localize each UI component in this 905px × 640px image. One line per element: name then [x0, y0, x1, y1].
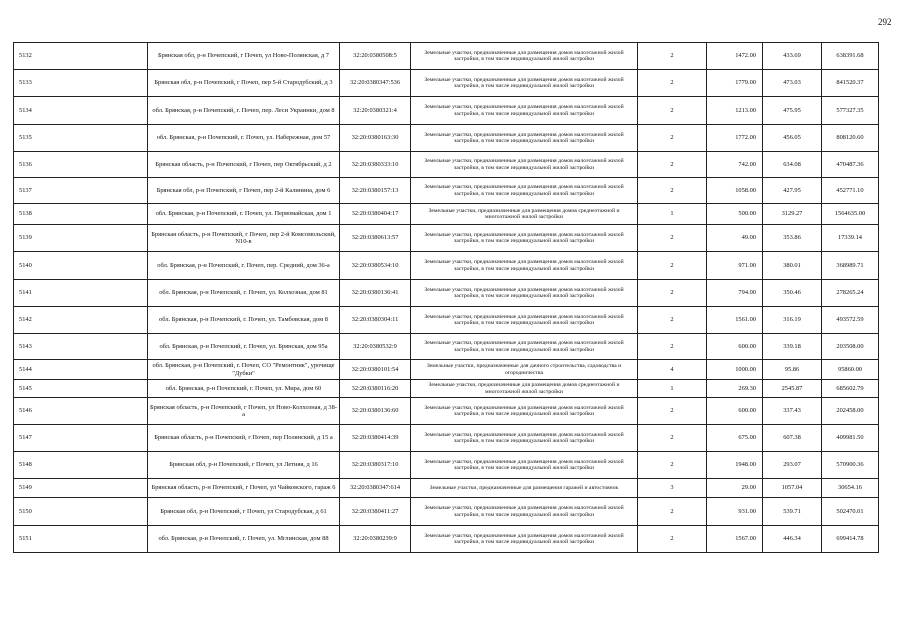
address-cell: Брянская область, р-н Почепский, г Почеп, пер 2-й Комсомольский, N10-в	[148, 225, 340, 252]
cadastral-value-cell: 203508.00	[822, 334, 879, 360]
address-cell: обл. Брянская, р-н Почепский, г. Почеп, ул. Мира, дом 60	[148, 380, 340, 398]
area-cell: 794.00	[707, 280, 763, 307]
area-cell: 600.00	[707, 334, 763, 360]
area-cell: 1567.00	[707, 526, 763, 553]
specific-value-cell: 95.86	[763, 360, 822, 380]
group-code-cell: 2	[638, 452, 707, 479]
cadastral-number-cell: 32:20:0380411:27	[340, 498, 411, 526]
group-code-cell: 2	[638, 280, 707, 307]
area-cell: 1213.00	[707, 97, 763, 125]
row-id-cell: 5142	[14, 307, 148, 334]
specific-value-cell: 293.07	[763, 452, 822, 479]
cadastral-number-cell: 32:20:0380136:60	[340, 398, 411, 425]
cadastral-value-cell: 95860.00	[822, 360, 879, 380]
specific-value-cell: 339.18	[763, 334, 822, 360]
cadastral-value-cell: 452771.10	[822, 178, 879, 204]
cadastral-value-cell: 493572.59	[822, 307, 879, 334]
row-id-cell: 5136	[14, 152, 148, 178]
address-cell: обл. Брянская, р-н Почепский, г. Почеп, ул. Набережная, дом 57	[148, 125, 340, 152]
cadastral-number-cell: 32:20:0380304:11	[340, 307, 411, 334]
group-code-cell: 3	[638, 479, 707, 498]
address-cell: обл. Брянская, р-н Почепский, г. Почеп, ул. Колхозная, дом 81	[148, 280, 340, 307]
row-id-cell: 5150	[14, 498, 148, 526]
cadastral-number-cell: 32:20:0380116:20	[340, 380, 411, 398]
address-cell: обл. Брянская, р-н Почепский, г. Почеп, ул. Первомайская, дом 1	[148, 204, 340, 225]
table-row	[14, 70, 879, 97]
specific-value-cell: 473.03	[763, 70, 822, 97]
table-row	[14, 526, 879, 553]
cadastral-value-cell: 278265.24	[822, 280, 879, 307]
table-row	[14, 225, 879, 252]
row-id-cell: 5138	[14, 204, 148, 225]
row-id-cell: 5146	[14, 398, 148, 425]
row-id-cell: 5133	[14, 70, 148, 97]
area-cell: 1779.00	[707, 70, 763, 97]
group-code-cell: 2	[638, 225, 707, 252]
cadastral-value-cell: 570900.36	[822, 452, 879, 479]
table-row	[14, 178, 879, 204]
group-code-cell: 2	[638, 70, 707, 97]
area-cell: 1000.00	[707, 360, 763, 380]
group-code-cell: 2	[638, 425, 707, 452]
area-cell: 49.00	[707, 225, 763, 252]
cadastral-value-cell: 808120.60	[822, 125, 879, 152]
group-code-cell: 4	[638, 360, 707, 380]
land-use-cell: Земельные участки, предназначенные для размещения домов малоэтажной жилой застройки, в том числе индивидуальной жилой застройки	[411, 252, 638, 280]
table-row	[14, 43, 879, 70]
table-row	[14, 97, 879, 125]
land-use-cell: Земельные участки, предназначенные для размещения домов малоэтажной жилой застройки, в том числе индивидуальной жилой застройки	[411, 526, 638, 553]
cadastral-number-cell: 32:20:0380347:536	[340, 70, 411, 97]
table-row	[14, 152, 879, 178]
table-row	[14, 252, 879, 280]
specific-value-cell: 2545.87	[763, 380, 822, 398]
land-use-cell: Земельные участки, предназначенные для размещения домов малоэтажной жилой застройки, в том числе индивидуальной жилой застройки	[411, 334, 638, 360]
cadastral-number-cell: 32:20:0380333:10	[340, 152, 411, 178]
land-use-cell: Земельные участки, предназначенные для размещения домов среднеэтажной и многоэтажной жилой застройки	[411, 204, 638, 225]
address-cell: Брянская обл, р-н Почепский, г Почеп, ул Стародубская, д 61	[148, 498, 340, 526]
page-number: 292	[878, 17, 892, 27]
row-id-cell: 5137	[14, 178, 148, 204]
group-code-cell: 2	[638, 152, 707, 178]
cadastral-value-cell: 841520.37	[822, 70, 879, 97]
table-row	[14, 425, 879, 452]
table-row	[14, 398, 879, 425]
area-cell: 742.00	[707, 152, 763, 178]
table-row	[14, 125, 879, 152]
row-id-cell: 5141	[14, 280, 148, 307]
specific-value-cell: 353.86	[763, 225, 822, 252]
group-code-cell: 2	[638, 97, 707, 125]
land-use-cell: Земельные участки, предназначенные для размещения гаражей и автостоянок	[411, 479, 638, 498]
land-use-cell: Земельные участки, предназначенные для размещения домов малоэтажной жилой застройки, в том числе индивидуальной жилой застройки	[411, 498, 638, 526]
land-use-cell: Земельные участки, предназначенные для размещения домов малоэтажной жилой застройки, в том числе индивидуальной жилой застройки	[411, 280, 638, 307]
row-id-cell: 5134	[14, 97, 148, 125]
cadastral-value-cell: 638391.68	[822, 43, 879, 70]
specific-value-cell: 607.38	[763, 425, 822, 452]
area-cell: 1058.00	[707, 178, 763, 204]
land-use-cell: Земельные участки, предназначенные для размещения домов малоэтажной жилой застройки, в том числе индивидуальной жилой застройки	[411, 452, 638, 479]
area-cell: 675.00	[707, 425, 763, 452]
specific-value-cell: 427.95	[763, 178, 822, 204]
row-id-cell: 5135	[14, 125, 148, 152]
cadastral-value-cell: 699414.78	[822, 526, 879, 553]
cadastral-number-cell: 32:20:0380317:10	[340, 452, 411, 479]
group-code-cell: 2	[638, 252, 707, 280]
area-cell: 971.00	[707, 252, 763, 280]
group-code-cell: 1	[638, 204, 707, 225]
land-use-cell: Земельные участки, предназначенные для размещения домов малоэтажной жилой застройки, в том числе индивидуальной жилой застройки	[411, 307, 638, 334]
table-row	[14, 334, 879, 360]
address-cell: Брянская обл, р-н Почепский, г Почеп, ул Летняя, д 16	[148, 452, 340, 479]
specific-value-cell: 456.05	[763, 125, 822, 152]
land-use-cell: Земельные участки, предназначенные для размещения домов малоэтажной жилой застройки, в том числе индивидуальной жилой застройки	[411, 225, 638, 252]
area-cell: 500.00	[707, 204, 763, 225]
group-code-cell: 2	[638, 498, 707, 526]
table-row	[14, 380, 879, 398]
address-cell: обл. Брянская, р-н Почепский, г. Почеп, ул. Брянская, дом 95а	[148, 334, 340, 360]
area-cell: 1948.00	[707, 452, 763, 479]
table-row	[14, 280, 879, 307]
cadastral-value-cell: 202458.00	[822, 398, 879, 425]
table-row	[14, 479, 879, 498]
row-id-cell: 5143	[14, 334, 148, 360]
area-cell: 931.00	[707, 498, 763, 526]
cadastral-value-table	[13, 42, 879, 553]
cadastral-number-cell: 32:20:0380347:614	[340, 479, 411, 498]
group-code-cell: 2	[638, 125, 707, 152]
group-code-cell: 2	[638, 178, 707, 204]
cadastral-value-cell: 17339.14	[822, 225, 879, 252]
address-cell: Брянская обл, р-н Почепский, г Почеп, пер 5-й Стародубский, д 3	[148, 70, 340, 97]
row-id-cell: 5139	[14, 225, 148, 252]
land-use-cell: Земельные участки, предназначенные для размещения домов среднеэтажной и многоэтажной жилой застройки	[411, 380, 638, 398]
row-id-cell: 5140	[14, 252, 148, 280]
area-cell: 269.30	[707, 380, 763, 398]
table-row	[14, 452, 879, 479]
cadastral-number-cell: 32:20:0380613:57	[340, 225, 411, 252]
specific-value-cell: 446.34	[763, 526, 822, 553]
cadastral-value-cell: 502470.01	[822, 498, 879, 526]
row-id-cell: 5145	[14, 380, 148, 398]
row-id-cell: 5151	[14, 526, 148, 553]
address-cell: Брянская область, р-н Почепский, г Почеп, пер Полянский, д 15 а	[148, 425, 340, 452]
address-cell: Брянская область, р-н Почепский, г Почеп, пер Октябрьский, д 2	[148, 152, 340, 178]
group-code-cell: 2	[638, 398, 707, 425]
address-cell: обл. Брянская, р-н Почепский, г. Почеп, пер. Леси Украинки, дом 8	[148, 97, 340, 125]
land-use-cell: Земельные участки, предназначенные для размещения домов малоэтажной жилой застройки, в том числе индивидуальной жилой застройки	[411, 97, 638, 125]
land-use-cell: Земельные участки, предназначенные для размещения домов малоэтажной жилой застройки, в том числе индивидуальной жилой застройки	[411, 178, 638, 204]
cadastral-number-cell: 32:20:0380163:30	[340, 125, 411, 152]
specific-value-cell: 475.95	[763, 97, 822, 125]
address-cell: обл. Брянская, р-н Почепский, г. Почеп, ул. Тамбовская, дом 8	[148, 307, 340, 334]
address-cell: Брянская обл, р-н Почепский, г Почеп, пер 2-й Калинина, дом 6	[148, 178, 340, 204]
specific-value-cell: 1057.04	[763, 479, 822, 498]
cadastral-value-cell: 368989.71	[822, 252, 879, 280]
specific-value-cell: 380.01	[763, 252, 822, 280]
land-use-cell: Земельные участки, предназначенные для размещения домов малоэтажной жилой застройки, в том числе индивидуальной жилой застройки	[411, 43, 638, 70]
specific-value-cell: 539.71	[763, 498, 822, 526]
address-cell: обл. Брянская, р-н Почепский, г. Почеп, пер. Средний, дом 36-а	[148, 252, 340, 280]
cadastral-number-cell: 32:20:0380136:41	[340, 280, 411, 307]
land-use-cell: Земельные участки, предназначенные для дачного строительства, садоводства и огородничества	[411, 360, 638, 380]
cadastral-number-cell: 32:20:0380321:4	[340, 97, 411, 125]
cadastral-value-cell: 30654.16	[822, 479, 879, 498]
cadastral-number-cell: 32:20:0380157:13	[340, 178, 411, 204]
table-row	[14, 498, 879, 526]
group-code-cell: 2	[638, 526, 707, 553]
area-cell: 1561.00	[707, 307, 763, 334]
address-cell: обл. Брянская, р-н Почепский, г. Почеп, СО "Ремонтник", урочище "Дубки"	[148, 360, 340, 380]
cadastral-number-cell: 32:20:0380404:17	[340, 204, 411, 225]
area-cell: 29.00	[707, 479, 763, 498]
specific-value-cell: 350.46	[763, 280, 822, 307]
specific-value-cell: 433.69	[763, 43, 822, 70]
cadastral-number-cell: 32:20:0380532:9	[340, 334, 411, 360]
table-row	[14, 360, 879, 380]
group-code-cell: 2	[638, 307, 707, 334]
area-cell: 1772.00	[707, 125, 763, 152]
specific-value-cell: 337.43	[763, 398, 822, 425]
row-id-cell: 5147	[14, 425, 148, 452]
land-use-cell: Земельные участки, предназначенные для размещения домов малоэтажной жилой застройки, в том числе индивидуальной жилой застройки	[411, 125, 638, 152]
address-cell: Брянская область, р-н Почепский, г Почеп, ул Чайковского, гараж 6	[148, 479, 340, 498]
table-row	[14, 204, 879, 225]
address-cell: обл. Брянская, р-н Почепский, г. Почеп, ул. Мглинская, дом 88	[148, 526, 340, 553]
land-use-cell: Земельные участки, предназначенные для размещения домов малоэтажной жилой застройки, в том числе индивидуальной жилой застройки	[411, 70, 638, 97]
group-code-cell: 1	[638, 380, 707, 398]
cadastral-value-cell: 470487.36	[822, 152, 879, 178]
land-use-cell: Земельные участки, предназначенные для размещения домов малоэтажной жилой застройки, в том числе индивидуальной жилой застройки	[411, 425, 638, 452]
area-cell: 1472.00	[707, 43, 763, 70]
cadastral-value-cell: 577327.35	[822, 97, 879, 125]
cadastral-number-cell: 32:20:0380414:39	[340, 425, 411, 452]
cadastral-value-cell: 1564635.00	[822, 204, 879, 225]
area-cell: 600.00	[707, 398, 763, 425]
group-code-cell: 2	[638, 334, 707, 360]
cadastral-number-cell: 32:20:0380239:9	[340, 526, 411, 553]
land-use-cell: Земельные участки, предназначенные для размещения домов малоэтажной жилой застройки, в том числе индивидуальной жилой застройки	[411, 152, 638, 178]
row-id-cell: 5148	[14, 452, 148, 479]
cadastral-value-cell: 685602.79	[822, 380, 879, 398]
cadastral-number-cell: 32:20:0380508:5	[340, 43, 411, 70]
specific-value-cell: 316.19	[763, 307, 822, 334]
cadastral-number-cell: 32:20:0380101:54	[340, 360, 411, 380]
address-cell: Брянская обл, р-н Почепский, г Почеп, ул Ново-Полянская, д 7	[148, 43, 340, 70]
row-id-cell: 5132	[14, 43, 148, 70]
cadastral-value-cell: 409981.50	[822, 425, 879, 452]
group-code-cell: 2	[638, 43, 707, 70]
cadastral-number-cell: 32:20:0380534:10	[340, 252, 411, 280]
land-use-cell: Земельные участки, предназначенные для размещения домов малоэтажной жилой застройки, в том числе индивидуальной жилой застройки	[411, 398, 638, 425]
table-row	[14, 307, 879, 334]
row-id-cell: 5144	[14, 360, 148, 380]
specific-value-cell: 3129.27	[763, 204, 822, 225]
address-cell: Брянская область, р-н Почепский, г Почеп, ул Ново-Колхозная, д 38-а	[148, 398, 340, 425]
row-id-cell: 5149	[14, 479, 148, 498]
specific-value-cell: 634.08	[763, 152, 822, 178]
